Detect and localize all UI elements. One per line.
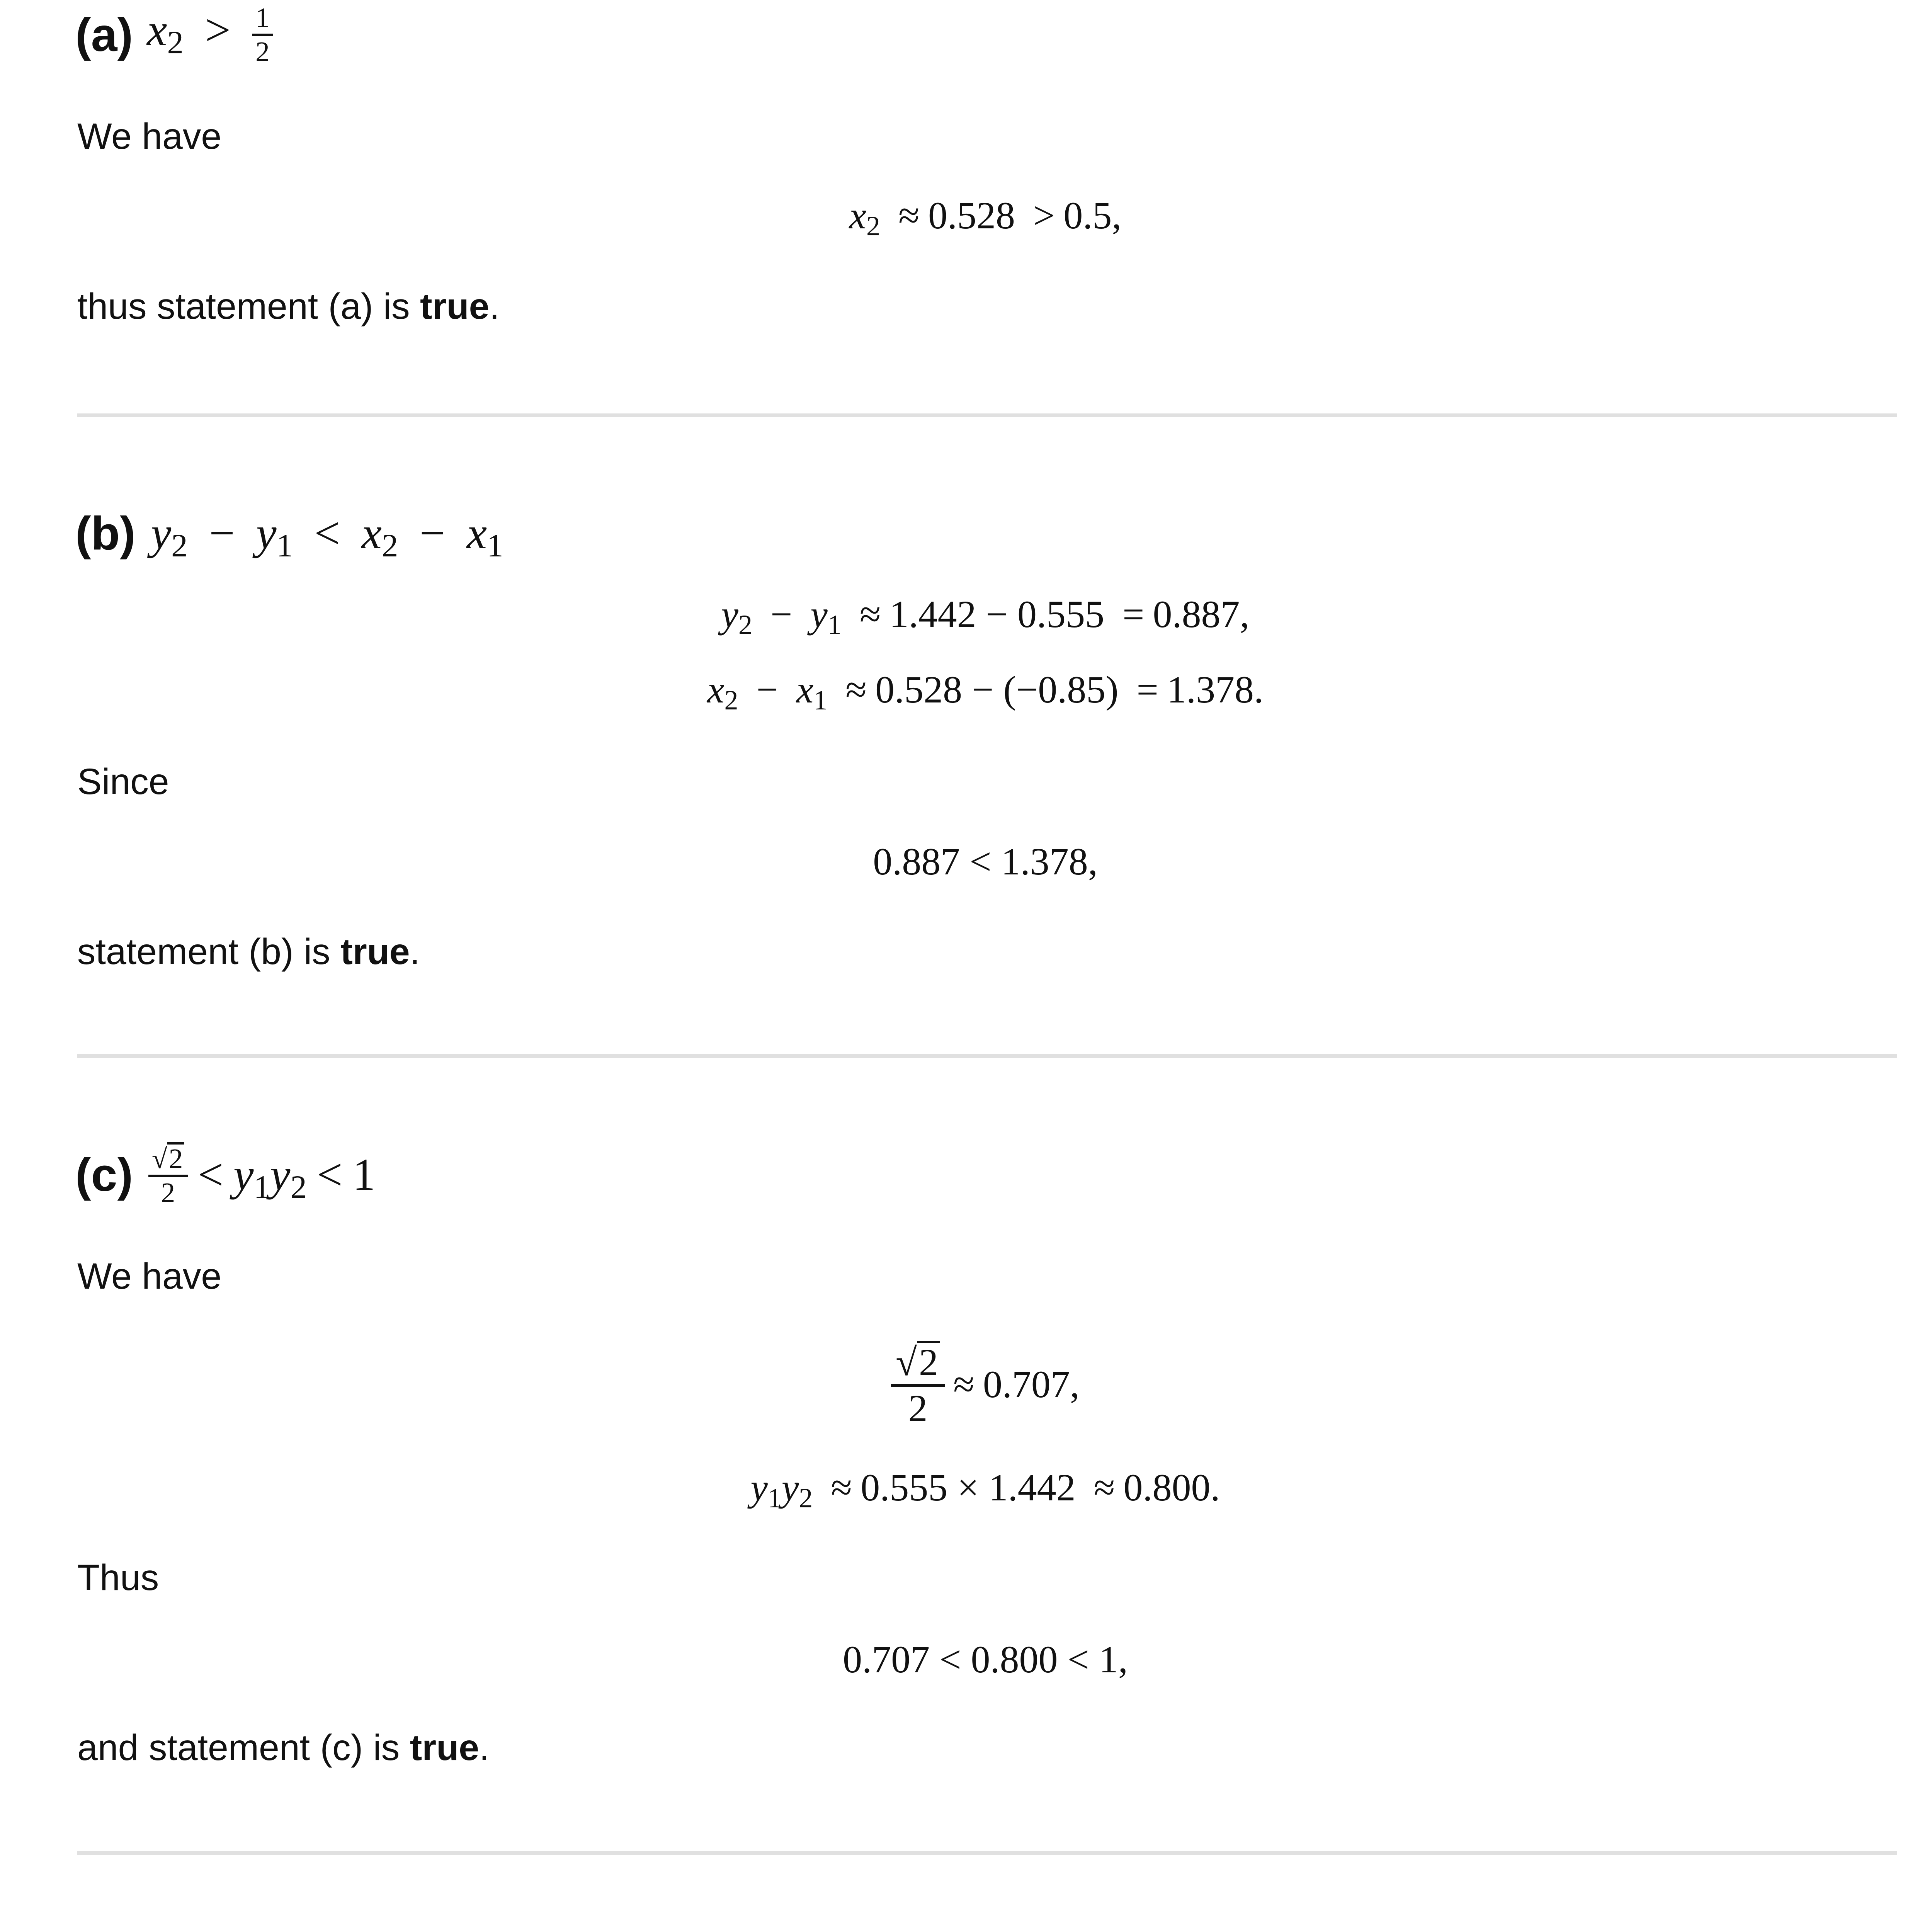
part-c-verdict: true	[410, 1727, 480, 1768]
divider	[77, 413, 1897, 417]
part-b-equation-1: $y_2 - y_1 \approx 1.442 - 0.555 = 0.887$,	[721, 593, 1250, 640]
part-b-equation-2: $x_2 - x_1 \approx 0.528 - (-0.85) = 1.378$.	[707, 668, 1264, 716]
square-root-symbol: √2	[896, 1341, 940, 1382]
part-a-conclusion: thus statement (a) is true.	[77, 286, 500, 327]
part-b-verdict: true	[340, 931, 410, 972]
part-c-conclusion: and statement (c) is true.	[77, 1727, 490, 1768]
part-c-label: (c)	[75, 1148, 133, 1201]
fraction-sqrt2-over-2: $\frac{√2}{2}$	[891, 1341, 945, 1428]
part-c-intro: We have	[77, 1256, 222, 1297]
part-a-label: (a)	[75, 9, 133, 61]
part-c-intro-2: Thus	[77, 1557, 159, 1598]
part-c-equation-2: $y_1y_2 \approx 0.555 \times 1.442 \approx 0.800$.	[750, 1466, 1220, 1514]
part-c-condition: $\frac{√2}{2}$ < $y_1y_2$ < 1	[148, 1142, 375, 1207]
fraction-one-half: $\frac{1}{2}$	[252, 3, 273, 66]
square-root-symbol: √2	[152, 1142, 184, 1173]
part-a-equation: $x_2 \approx 0.528 > 0.5$,	[849, 194, 1122, 242]
part-b-conclusion: statement (b) is true.	[77, 931, 420, 972]
divider	[77, 1851, 1897, 1855]
part-a-verdict: true	[420, 286, 490, 327]
part-a-heading	[75, 0, 273, 70]
divider	[77, 1054, 1897, 1058]
part-c-equation-1: $\frac{√2}{2}$ ≈ 0.707,	[0, 1341, 1932, 1428]
part-b-comparison: 0.887 < 1.378,	[873, 840, 1098, 883]
part-a-condition: $x_2$ > $\frac{1}{2}$	[147, 3, 273, 66]
part-b-condition: $y_2 - y_1 < x_2 - x_1$	[151, 508, 503, 564]
part-b-label: (b)	[75, 507, 136, 560]
part-a-intro: We have	[77, 116, 222, 157]
part-b-heading	[75, 502, 503, 564]
part-c-heading	[75, 1136, 375, 1213]
part-b-intro: Since	[77, 761, 169, 802]
part-c-comparison: 0.707 < 0.800 < 1,	[843, 1638, 1128, 1681]
fraction-sqrt2-over-2: $\frac{√2}{2}$	[148, 1142, 188, 1207]
